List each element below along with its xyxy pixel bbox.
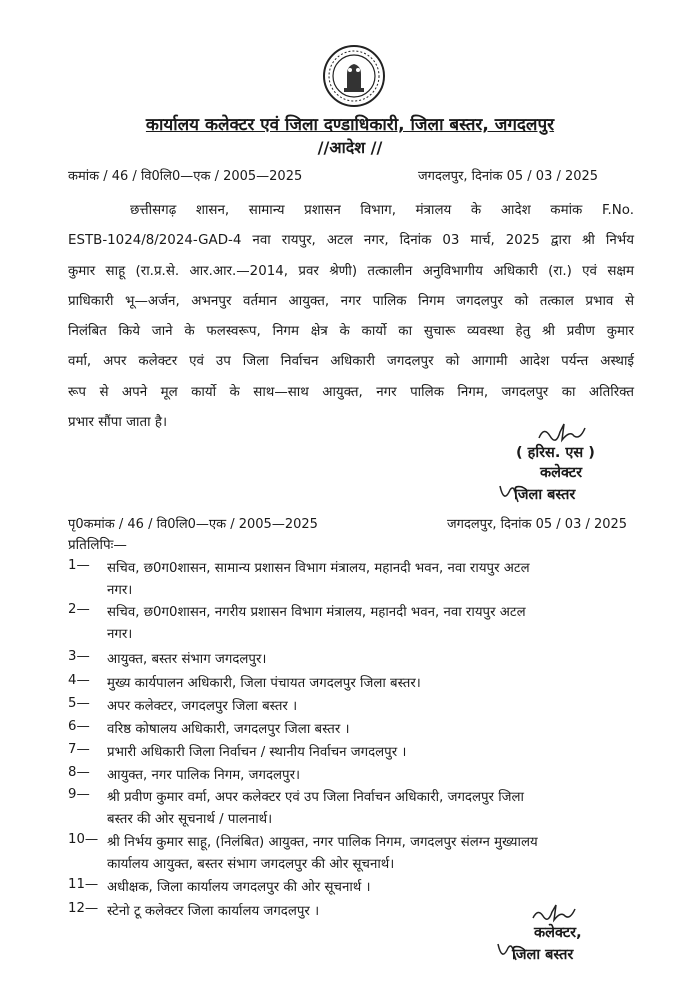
body-line: ESTB-1024/8/2024-GAD-4 नवा रायपुर, अटल नगर, दिनांक 03 मार्च, 2025 द्वारा श्री निर्भय (68, 233, 634, 249)
endorsement-number: पृ0कमांक / 46 / वि0लि0—एक / 2005—2025 (68, 517, 318, 532)
copy-text: अधीक्षक, जिला कार्यालय जगदलपुर की ओर सूचनार्थ । (107, 880, 371, 895)
signatory-district: जिला बस्तर (514, 487, 576, 503)
copy-number: 12— (68, 901, 99, 916)
copy-text: बस्तर की ओर सूचनार्थ / पालनार्थ। (107, 812, 273, 827)
body-line: वर्मा, अपर कलेक्टर एवं उप जिला निर्वाचन अधिकारी जगदलपुर को आगामी आदेश पर्यन्त अस्थाई (68, 354, 634, 370)
body-line: रूप से अपने मूल कार्यो के साथ—साथ आयुक्त, नगर पालिक निगम, जगदलपुर का अतिरिक्त (68, 384, 634, 400)
copy-number: 2— (68, 602, 90, 617)
copy-text: प्रभारी अधिकारी जिला निर्वाचन / स्थानीय निर्वाचन जगदलपुर । (107, 745, 407, 760)
copy-number: 5— (68, 696, 90, 711)
copy-text: स्टेनो टू कलेक्टर जिला कार्यालय जगदलपुर । (107, 904, 320, 919)
endorsement-date: जगदलपुर, दिनांक 05 / 03 / 2025 (447, 517, 628, 532)
copy-number: 6— (68, 719, 90, 734)
order-heading: //आदेश // (317, 138, 383, 157)
body-line: कुमार साहू (रा.प्र.से. आर.आर.—2014, प्रवर श्रेणी) तत्कालीन अनुविभागीय अधिकारी (रा.) एवं सक्षम (68, 263, 634, 279)
office-title: कार्यालय कलेक्टर एवं जिला दण्डाधिकारी, जिला बस्तर, जगदलपुर (145, 115, 555, 135)
copy-number: 8— (68, 765, 90, 780)
copy-text: सचिव, छ0ग0शासन, सामान्य प्रशासन विभाग मंत्रालय, महानदी भवन, नवा रायपुर अटल (107, 561, 530, 576)
body-line: छत्तीसगढ़ शासन, सामान्य प्रशासन विभाग, मंत्रालय के आदेश कमांक F.No. (130, 203, 634, 218)
order-number: कमांक / 46 / वि0लि0—एक / 2005—2025 (68, 169, 303, 184)
copy-text: नगर। (107, 583, 133, 598)
copy-text: अपर कलेक्टर, जगदलपुर जिला बस्तर । (107, 699, 298, 714)
order-body (68, 196, 634, 438)
copy-number: 1— (68, 558, 90, 573)
copy-number: 9— (68, 787, 90, 802)
signatory-designation-2: कलेक्टर, (534, 925, 582, 941)
copy-text: सचिव, छ0ग0शासन, नगरीय प्रशासन विभाग मंत्रालय, महानदी भवन, नवा रायपुर अटल (107, 605, 526, 620)
government-emblem-icon (322, 44, 386, 108)
body-line: निलंबित किये जाने के फलस्वरूप, निगम क्षेत्र के कार्यो का सुचारू व्यवस्था हेतु श्री प्रवीण कुमार (68, 324, 634, 340)
copies-label: प्रतिलिपिः— (68, 537, 127, 553)
copy-text: मुख्य कार्यपालन अधिकारी, जिला पंचायत जगदलपुर जिला बस्तर। (107, 676, 421, 691)
copy-text: श्री निर्भय कुमार साहू, (निलंबित) आयुक्त, नगर पालिक निगम, जगदलपुर संलग्न मुख्यालय (107, 835, 538, 850)
signatory-designation: कलेक्टर (540, 465, 583, 481)
copy-text: वरिष्ठ कोषालय अधिकारी, जगदलपुर जिला बस्तर । (107, 722, 350, 737)
copy-text: नगर। (107, 627, 133, 642)
body-line: प्रभार सौंपा जाता है। (68, 415, 168, 431)
copy-text: आयुक्त, नगर पालिक निगम, जगदलपुर। (107, 768, 301, 783)
copy-text: कार्यालय आयुक्त, बस्तर संभाग जगदलपुर की ओर सूचनार्थ। (107, 857, 395, 872)
signatory-name: ( हरिस. एस ) (516, 445, 595, 461)
order-date: जगदलपुर, दिनांक 05 / 03 / 2025 (418, 169, 599, 184)
copy-number: 4— (68, 673, 90, 688)
copy-number: 11— (68, 877, 99, 892)
copy-text: आयुक्त, बस्तर संभाग जगदलपुर। (107, 652, 267, 667)
body-line: प्राधिकारी भू—अर्जन, अभनपुर वर्तमान आयुक्त, नगर पालिक निगम जगदलपुर को तत्काल प्रभाव से (68, 293, 634, 309)
copy-number: 7— (68, 742, 90, 757)
copy-text: श्री प्रवीण कुमार वर्मा, अपर कलेक्टर एवं उप जिला निर्वाचन अधिकारी, जगदलपुर जिला (107, 790, 524, 805)
copy-number: 3— (68, 649, 90, 664)
copy-number: 10— (68, 832, 99, 847)
signatory-district-2: जिला बस्तर (512, 947, 574, 963)
